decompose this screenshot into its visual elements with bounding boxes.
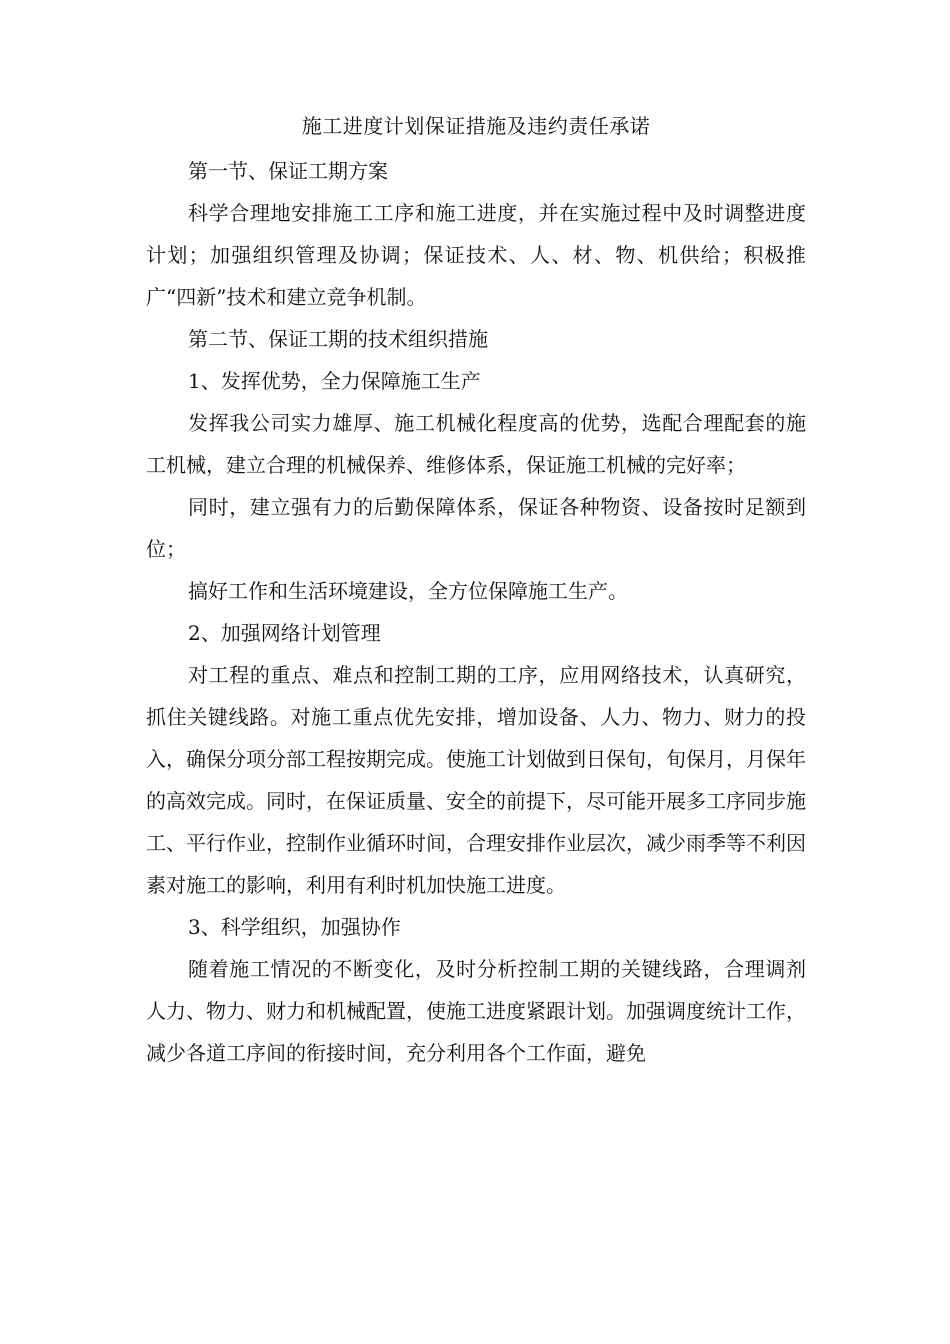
subsection-heading-2: 2、加强网络计划管理 [188, 621, 381, 645]
section-heading-2: 第二节、保证工期的技术组织措施 [188, 327, 488, 351]
subsection-heading-3: 3、科学组织，加强协作 [188, 915, 401, 939]
body-paragraph: 对工程的重点、难点和控制工期的工序，应用网络技术，认真研究，抓住关键线路。对施工重点优先安排，增加设备、人力、物力、财力的投入，确保分项分部工程按期完成。使施工计划做到日保旬，旬保月，月保年的高效完成。同时，在保证质量、安全的前提下，尽可能开展多工序同步施工、平行作业，控制作业循环时间，合理安排作业层次，减少雨季等不利因素对施工的影响，利用有利时机加快施工进度。 [146, 663, 806, 897]
body-paragraph: 随着施工情况的不断变化，及时分析控制工期的关键线路，合理调剂人力、物力、财力和机械配置，使施工进度紧跟计划。加强调度统计工作，减少各道工序间的衔接时间，充分利用各个工作面，避免 [146, 957, 806, 1065]
subsection-heading-1: 1、发挥优势，全力保障施工生产 [188, 369, 481, 393]
document-page [146, 106, 806, 1074]
body-paragraph: 发挥我公司实力雄厚、施工机械化程度高的优势，选配合理配套的施工机械，建立合理的机械保养、维修体系，保证施工机械的完好率； [146, 411, 806, 477]
document-title: 施工进度计划保证措施及违约责任承诺 [301, 114, 651, 138]
section-heading-1: 第一节、保证工期方案 [188, 159, 388, 183]
body-paragraph: 搞好工作和生活环境建设，全方位保障施工生产。 [188, 579, 628, 603]
body-paragraph: 同时，建立强有力的后勤保障体系，保证各种物资、设备按时足额到位； [146, 495, 806, 561]
body-paragraph: 科学合理地安排施工工序和施工进度，并在实施过程中及时调整进度计划；加强组织管理及协调；保证技术、人、材、物、机供给；积极推广“四新”技术和建立竞争机制。 [146, 201, 806, 309]
